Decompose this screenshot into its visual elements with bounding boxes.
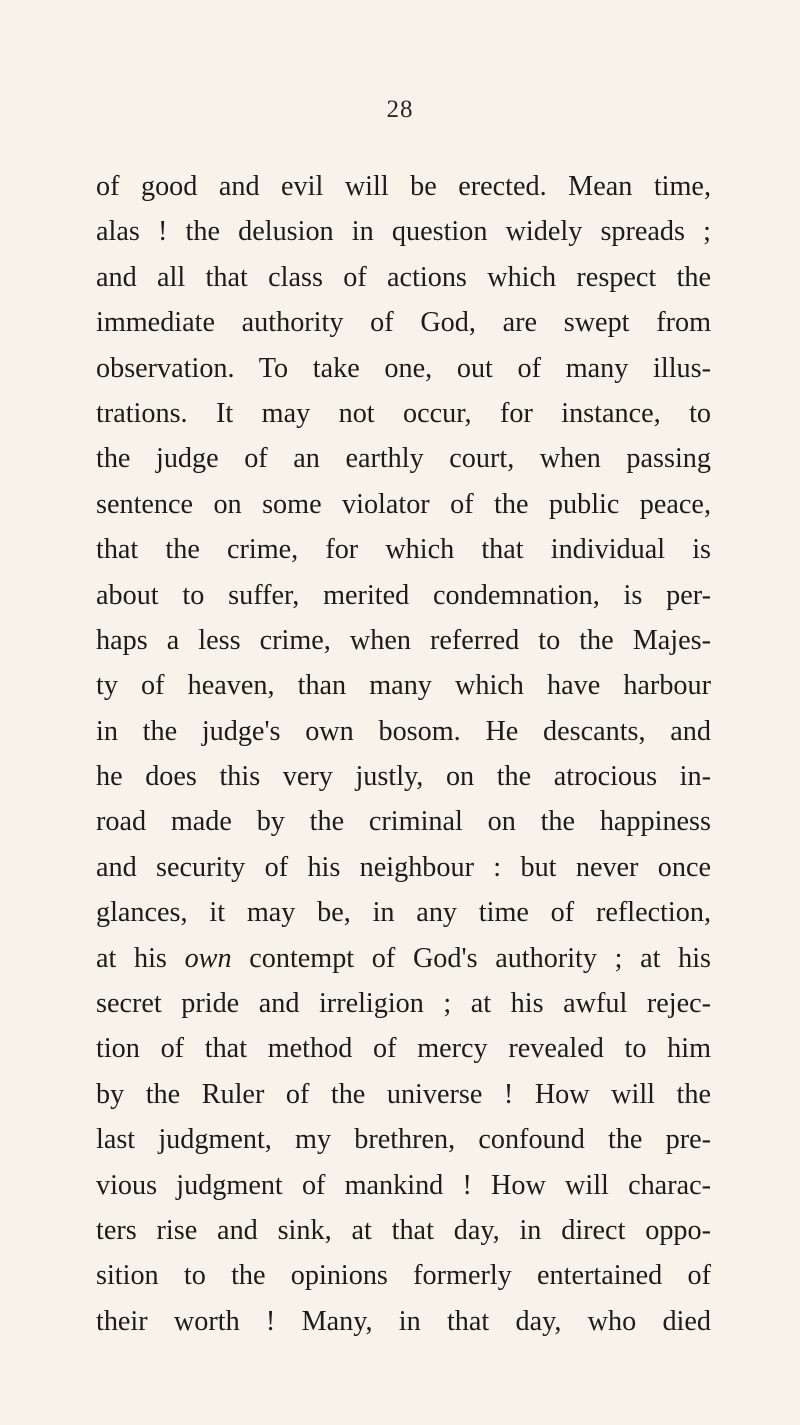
- text-line: of good and evil will be erected. Mean time,: [96, 171, 711, 202]
- text-line: haps a less crime, when referred to the Majes-: [96, 624, 711, 656]
- text-segment: at his: [96, 942, 167, 974]
- body-text: [96, 164, 711, 1344]
- text-line: road made by the criminal on the happiness: [96, 806, 711, 838]
- text-line: and security of his neighbour : but never once: [96, 851, 711, 883]
- text-line: immediate authority of God, are swept from: [96, 307, 711, 339]
- text-line: ty of heaven, than many which have harbour: [96, 670, 711, 702]
- text-line: ters rise and sink, at that day, in direct oppo-: [96, 1214, 711, 1246]
- text-line-with-emphasis: [96, 936, 711, 981]
- page-number: 28: [386, 96, 414, 123]
- text-line: glances, it may be, in any time of reflection,: [96, 897, 711, 929]
- text-line: their worth ! Many, in that day, who died: [96, 1305, 711, 1337]
- text-line: by the Ruler of the universe ! How will the: [96, 1078, 711, 1110]
- text-line: vious judgment of mankind ! How will charac-: [96, 1169, 711, 1201]
- text-line: and all that class of actions which respect the: [96, 261, 711, 293]
- text-line: about to suffer, merited condemnation, is per-: [96, 579, 711, 611]
- text-line: observation. To take one, out of many illus-: [96, 352, 711, 384]
- text-line: alas ! the delusion in question widely spreads ;: [96, 216, 711, 248]
- text-line: he does this very justly, on the atrocious in-: [96, 761, 711, 793]
- text-line: tion of that method of mercy revealed to him: [96, 1033, 711, 1065]
- text-line: the judge of an earthly court, when passing: [96, 443, 711, 475]
- emphasized-word: own: [184, 942, 232, 974]
- text-segment: contempt of God's authority ; at his: [249, 942, 711, 974]
- text-line: trations. It may not occur, for instance, to: [96, 397, 711, 429]
- text-line: last judgment, my brethren, confound the pre-: [96, 1124, 711, 1156]
- text-line: sentence on some violator of the public peace,: [96, 488, 711, 520]
- text-line: in the judge's own bosom. He descants, and: [96, 715, 711, 747]
- text-line: secret pride and irreligion ; at his awful rejec-: [96, 988, 711, 1020]
- text-line: that the crime, for which that individual is: [96, 534, 711, 566]
- text-line: sition to the opinions formerly entertained of: [96, 1260, 711, 1292]
